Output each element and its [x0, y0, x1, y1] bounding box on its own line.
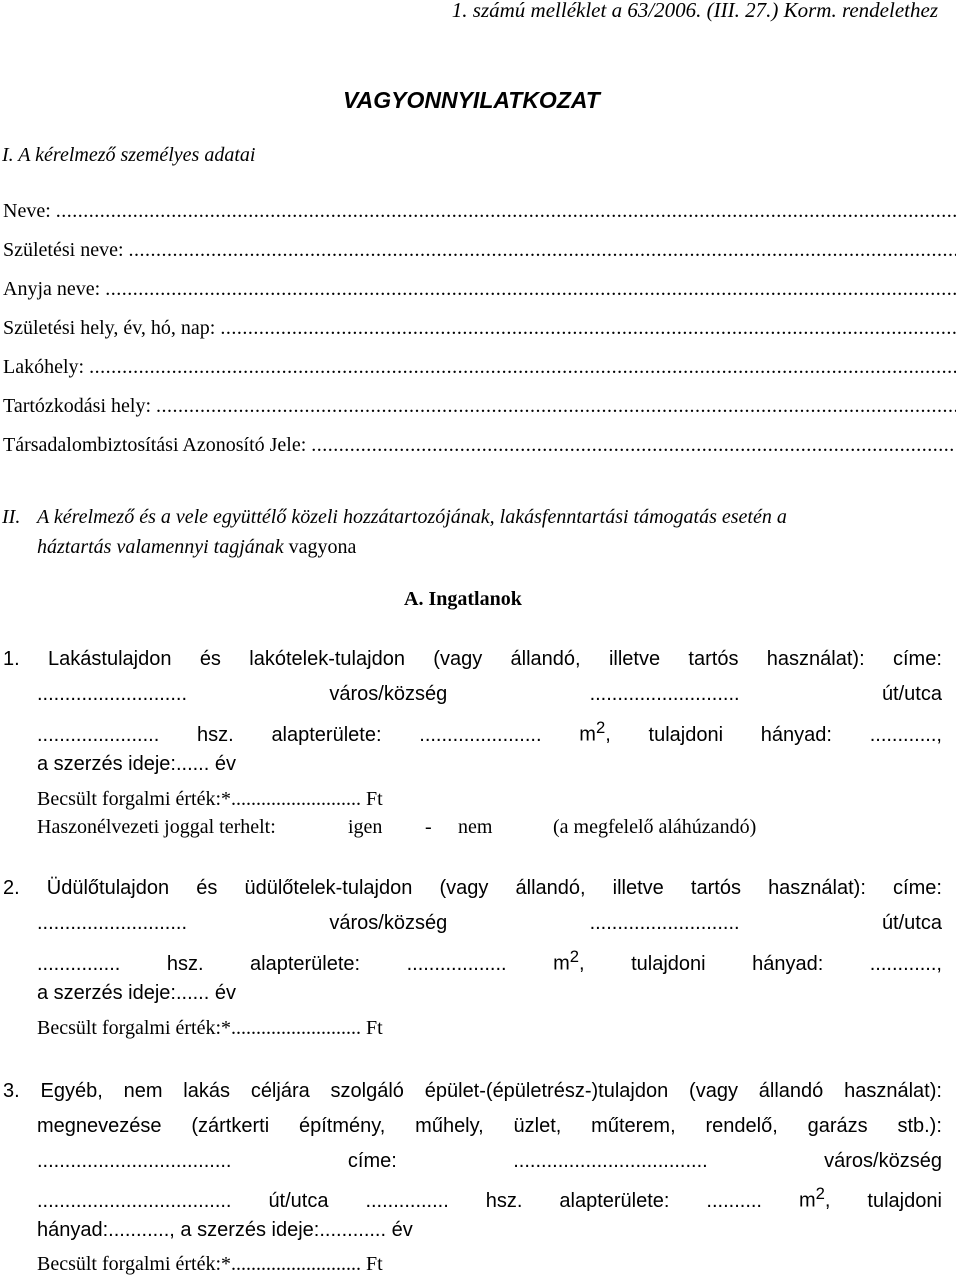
word: használat): — [766, 648, 865, 670]
word: állandó — [758, 1080, 824, 1102]
blank[interactable]: ................................... — [37, 1150, 232, 1172]
field-social-security-id[interactable] — [3, 434, 956, 458]
item-3-line-4[interactable] — [37, 1184, 942, 1213]
word: állandó, — [510, 648, 581, 670]
item-1-line-4[interactable] — [37, 753, 942, 776]
usufruct-label: Haszonélvezeti joggal terhelt: — [37, 816, 276, 838]
word: út/utca — [881, 683, 942, 705]
word: illetve — [608, 648, 661, 670]
blank[interactable]: ........................... — [589, 912, 740, 934]
item-2-line-5[interactable] — [37, 1017, 942, 1040]
item-3-line-5[interactable] — [37, 1219, 942, 1242]
word: nem — [123, 1080, 163, 1102]
word: Lakástulajdon — [48, 648, 172, 670]
word: tartós — [690, 877, 741, 899]
word: út/utca — [268, 1189, 329, 1212]
word: stb.): — [897, 1115, 942, 1137]
item-number: 2. — [3, 877, 20, 899]
word: használat): — [844, 1080, 942, 1102]
word: és — [199, 648, 221, 670]
word: használat): — [768, 877, 866, 899]
item-1-usufruct — [37, 816, 757, 839]
field-label: Tartózkodási hely: — [3, 395, 156, 417]
word: garázs — [807, 1115, 868, 1137]
blank[interactable]: ........................... — [37, 912, 188, 934]
item-3-line-1 — [3, 1080, 942, 1103]
word: tulajdoni — [648, 723, 724, 746]
word: hsz. — [166, 952, 204, 975]
item-2-line-2[interactable] — [37, 912, 942, 935]
acquisition-date[interactable]: a szerzés ideje:...... év — [37, 982, 236, 1004]
comma: , — [824, 1189, 831, 1212]
section-2-heading-rest: vagyona — [283, 536, 357, 558]
word: üdülőtelek-tulajdon — [244, 877, 413, 899]
item-3-line-2 — [37, 1115, 942, 1138]
word: alapterülete: — [559, 1189, 670, 1212]
blank[interactable]: .................. — [406, 952, 507, 975]
item-3-line-3[interactable] — [37, 1150, 942, 1173]
unit-exponent: 2 — [815, 1184, 825, 1203]
document-title: VAGYONNYILATKOZAT — [343, 87, 600, 113]
field-label: Lakóhely: — [3, 356, 90, 378]
unit-m: m — [798, 1189, 816, 1212]
word: lakás — [183, 1080, 230, 1102]
dash: - — [425, 816, 432, 838]
word: műterem, — [591, 1115, 676, 1137]
word: állandó, — [515, 877, 586, 899]
word: szolgáló — [330, 1080, 404, 1102]
word: üzlet, — [513, 1115, 562, 1137]
field-name[interactable] — [3, 200, 956, 224]
comma: , — [605, 723, 611, 746]
item-3-line-6[interactable] — [37, 1253, 942, 1276]
blank[interactable]: ................................... — [513, 1150, 708, 1172]
area-unit — [799, 1184, 831, 1213]
word: alapterülete: — [250, 952, 361, 975]
estimated-value[interactable]: Becsült forgalmi érték:*.......................... Ft — [37, 788, 383, 810]
field-birth-name[interactable] — [3, 239, 956, 263]
acquisition-date[interactable]: a szerzés ideje:...... év — [37, 753, 236, 775]
word: város/község — [329, 912, 448, 934]
word: lakótelek-tulajdon — [249, 648, 405, 670]
field-birth-place-date[interactable] — [3, 317, 956, 341]
word: (vagy — [689, 1080, 738, 1102]
word: tulajdoni — [867, 1189, 942, 1212]
blank[interactable]: ................................... — [37, 1189, 232, 1212]
unit-exponent: 2 — [569, 947, 580, 966]
area-unit — [579, 718, 611, 747]
word: építmény, — [298, 1115, 386, 1137]
word: város/község — [824, 1150, 942, 1172]
field-residence[interactable] — [3, 356, 956, 380]
unit-exponent: 2 — [595, 718, 606, 737]
field-label: Születési neve: — [3, 239, 129, 261]
section-2-heading-line1: A kérelmező és a vele együttélő közeli hozzátartozójának, lakásfenntartási támogatás esetén a — [37, 506, 787, 528]
word: hányad: — [760, 723, 832, 746]
word: címe: — [347, 1150, 397, 1172]
subheading-real-estate: A. Ingatlanok — [404, 588, 522, 610]
unit-m: m — [553, 952, 570, 975]
word: Üdülőtulajdon — [46, 877, 170, 899]
item-1-line-2[interactable] — [37, 683, 942, 706]
underline-note: (a megfelelő aláhúzandó) — [553, 816, 757, 838]
word: tulajdoni — [631, 952, 706, 975]
blank[interactable]: ............... — [365, 1189, 449, 1212]
area-unit — [553, 947, 585, 976]
annex-reference: 1. számú melléklet a 63/2006. (III. 27.) Korm. rendelethez — [451, 0, 938, 22]
section-1-heading: I. A kérelmező személyes adatai — [2, 144, 256, 166]
word: út/utca — [881, 912, 942, 934]
field-label: Társadalombiztosítási Azonosító Jele: — [3, 434, 312, 456]
item-1-line-5[interactable] — [37, 788, 942, 811]
comma: , — [579, 952, 585, 975]
word: műhely, — [415, 1115, 484, 1137]
word: címe: — [893, 877, 942, 899]
word: alapterülete: — [271, 723, 382, 746]
word: Egyéb, — [40, 1080, 103, 1102]
item-1-line-3[interactable] — [37, 718, 942, 747]
blank[interactable]: ............, — [869, 723, 942, 746]
word: és — [196, 877, 218, 899]
item-2-line-1 — [3, 877, 942, 900]
field-label: Anyja neve: — [3, 278, 106, 300]
word: (zártkerti — [191, 1115, 270, 1137]
section-2-heading-italic: háztartás valamennyi tagjának — [37, 536, 284, 558]
option-yes[interactable]: igen — [348, 816, 383, 838]
blank[interactable]: ............... — [37, 952, 121, 975]
option-no[interactable]: nem — [458, 816, 493, 838]
word: hsz. — [197, 723, 234, 746]
unit-m: m — [579, 723, 596, 746]
blank[interactable]: ............, — [869, 952, 942, 975]
word: épület-(épületrész-)tulajdon — [424, 1080, 669, 1102]
word: illetve — [612, 877, 664, 899]
blank[interactable]: .......... — [706, 1189, 762, 1212]
field-mother-name[interactable] — [3, 278, 956, 302]
item-2-line-3[interactable] — [37, 947, 942, 976]
item-number: 3. — [3, 1080, 20, 1102]
word: hányad: — [752, 952, 824, 975]
section-2-heading-line2 — [37, 536, 356, 559]
word: céljára — [250, 1080, 310, 1102]
field-label: Születési hely, év, hó, nap: — [3, 317, 221, 339]
section-2-number: II. — [2, 506, 21, 528]
item-2-line-4[interactable] — [37, 982, 942, 1005]
word: (vagy — [439, 877, 489, 899]
field-stay-address[interactable] — [3, 395, 956, 419]
estimated-value[interactable]: Becsült forgalmi érték:*.......................... Ft — [37, 1017, 383, 1039]
blank[interactable]: ...................... — [37, 723, 160, 746]
blank[interactable]: ........................... — [37, 683, 188, 705]
field-label: Neve: — [3, 200, 56, 222]
word: hsz. — [485, 1189, 523, 1212]
word: tartós — [688, 648, 739, 670]
word: rendelő, — [705, 1115, 778, 1137]
blank[interactable]: ...................... — [419, 723, 542, 746]
word: város/község — [329, 683, 448, 705]
blank[interactable]: ........................... — [589, 683, 740, 705]
word: címe: — [892, 648, 942, 670]
item-number: 1. — [3, 648, 20, 670]
word: (vagy — [433, 648, 483, 670]
share-and-date[interactable]: hányad:..........., a szerzés ideje:............ év — [37, 1219, 413, 1241]
estimated-value[interactable]: Becsült forgalmi érték:*.......................... Ft — [37, 1253, 383, 1275]
item-1-line-1 — [3, 648, 942, 671]
word: megnevezése — [37, 1115, 162, 1137]
